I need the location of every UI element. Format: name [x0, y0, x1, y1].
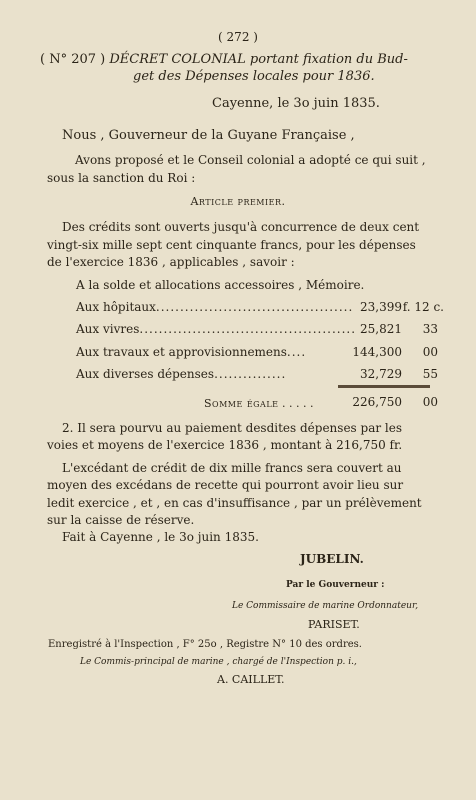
intro-line1: Nous , Gouverneur de la Guyane Française ,	[62, 128, 355, 143]
table-row-cents: 00	[422, 345, 438, 359]
table-row-amount: 32,729	[360, 367, 402, 381]
decree-heading-line1	[40, 52, 408, 67]
decree-title-line1: DÉCRET COLONIAL portant fixation du Bud-	[109, 52, 408, 67]
article1-line2: vingt-six mille sept cent cinquante francs, pour les dépenses	[47, 238, 416, 252]
table-row-label: Aux diverses dépenses...............	[76, 367, 287, 381]
decree-number: ( N° 207 )	[40, 52, 106, 67]
table-row-label: Aux hôpitaux.........................................	[76, 300, 354, 314]
excess-line3: ledit exercice , et , en cas d'insuffisance , par un prélèvement	[47, 496, 422, 510]
article2-line1: 2. Il sera pourvu au paiement desdites dépenses par les	[62, 421, 403, 435]
table-row-amount: 25,821	[360, 322, 402, 336]
total-cents: 00	[422, 395, 438, 409]
table-first-row: A la solde et allocations accessoires , Mémoire.	[76, 278, 365, 292]
table-row-cents: 33	[422, 322, 438, 336]
commissioner-title: Le Commissaire de marine Ordonnateur,	[232, 601, 419, 611]
article1-line1: Des crédits sont ouverts jusqu'à concurrence de deux cent	[62, 220, 420, 234]
signature: JUBELIN.	[300, 552, 364, 566]
table-row-label: Aux travaux et approvisionnemens....	[76, 345, 307, 359]
registration-line: Enregistré à l'Inspection , F° 25o , Registre N° 10 des ordres.	[48, 639, 362, 650]
excess-line4: sur la caisse de réserve.	[47, 513, 195, 527]
excess-line2: moyen des excédans de recette qui pourront avoir lieu sur	[47, 478, 404, 492]
table-row-cents: f. 12 c.	[402, 300, 444, 314]
commissioner-name: PARISET.	[308, 618, 360, 631]
table-row-amount: 23,399	[360, 300, 402, 314]
total-amount: 226,750	[352, 395, 402, 409]
by-governor: Par le Gouverneur :	[286, 580, 385, 590]
done-at: Fait à Cayenne , le 3o juin 1835.	[62, 530, 259, 544]
page-number: ( 272 )	[218, 30, 258, 44]
total-label-cell: Somme égale . . . . .	[204, 397, 314, 410]
article2-line2: voies et moyens de l'exercice 1836 , montant à 216,750 fr.	[47, 438, 403, 452]
excess-line1: L'excédant de crédit de dix mille francs sera couvert au	[62, 461, 402, 475]
article-title: Article premier.	[190, 195, 286, 208]
intro-line2: Avons proposé et le Conseil colonial a adopté ce qui suit ,	[75, 153, 426, 167]
intro-line3: sous la sanction du Roi :	[47, 171, 196, 185]
article1-line3: de l'exercice 1836 , applicables , savoir :	[47, 255, 295, 269]
table-row-amount: 144,300	[352, 345, 402, 359]
table-row-label: Aux vivres.............................................	[76, 322, 357, 336]
decree-title-line2: get des Dépenses locales pour 1836.	[133, 69, 375, 84]
commis-name: A. CAILLET.	[217, 673, 285, 686]
place-date: Cayenne, le 3o juin 1835.	[212, 96, 380, 111]
table-row-cents: 55	[422, 367, 438, 381]
commis-title: Le Commis-principal de marine , chargé de l'Inspection p. i.,	[80, 657, 357, 667]
total-label: Somme égale	[204, 397, 279, 410]
total-rule	[338, 385, 430, 388]
